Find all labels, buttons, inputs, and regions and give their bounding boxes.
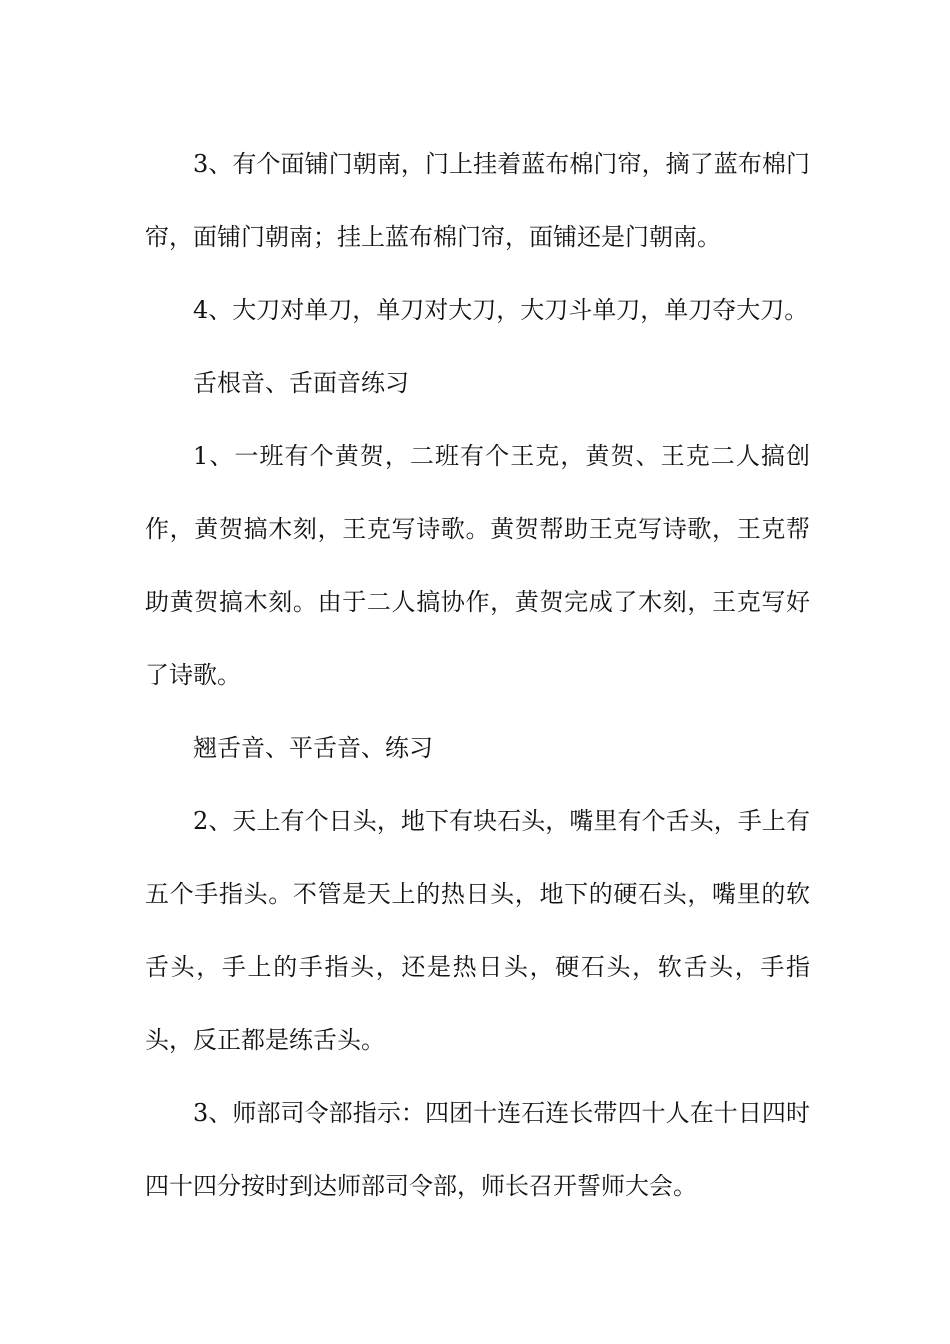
paragraph-tongue-twister-division-hq: 3、师部司令部指示：四团十连石连长带四十人在十日四时四十四分按时到达师部司令部，师长召开誓师大会。 [145, 1099, 810, 1200]
paragraph-tongue-twister-huang-wang: 1、一班有个黄贺，二班有个王克，黄贺、王克二人搞创作，黄贺搞木刻，王克写诗歌。黄贺帮助王克写诗歌，王克帮助黄贺搞木刻。由于二人搞协作，黄贺完成了木刻，王克写好了诗歌。 [145, 442, 810, 689]
section-heading-velar-palatal: 舌根音、舌面音练习 [193, 369, 409, 397]
paragraph-tongue-twister-knives: 4、大刀对单刀，单刀对大刀，大刀斗单刀，单刀夺大刀。 [193, 296, 809, 324]
document-body [145, 128, 810, 1223]
section-heading-retroflex-dental: 翘舌音、平舌音、练习 [193, 734, 433, 762]
paragraph-tongue-twister-tou: 2、天上有个日头，地下有块石头，嘴里有个舌头，手上有五个手指头。不管是天上的热日头，地下的硬石头，嘴里的软舌头，手上的手指头，还是热日头，硬石头，软舌头，手指头，反正都是练舌头。 [145, 807, 810, 1054]
paragraph-tongue-twister-noodle-shop: 3、有个面铺门朝南，门上挂着蓝布棉门帘，摘了蓝布棉门帘，面铺门朝南；挂上蓝布棉门帘，面铺还是门朝南。 [145, 150, 810, 251]
